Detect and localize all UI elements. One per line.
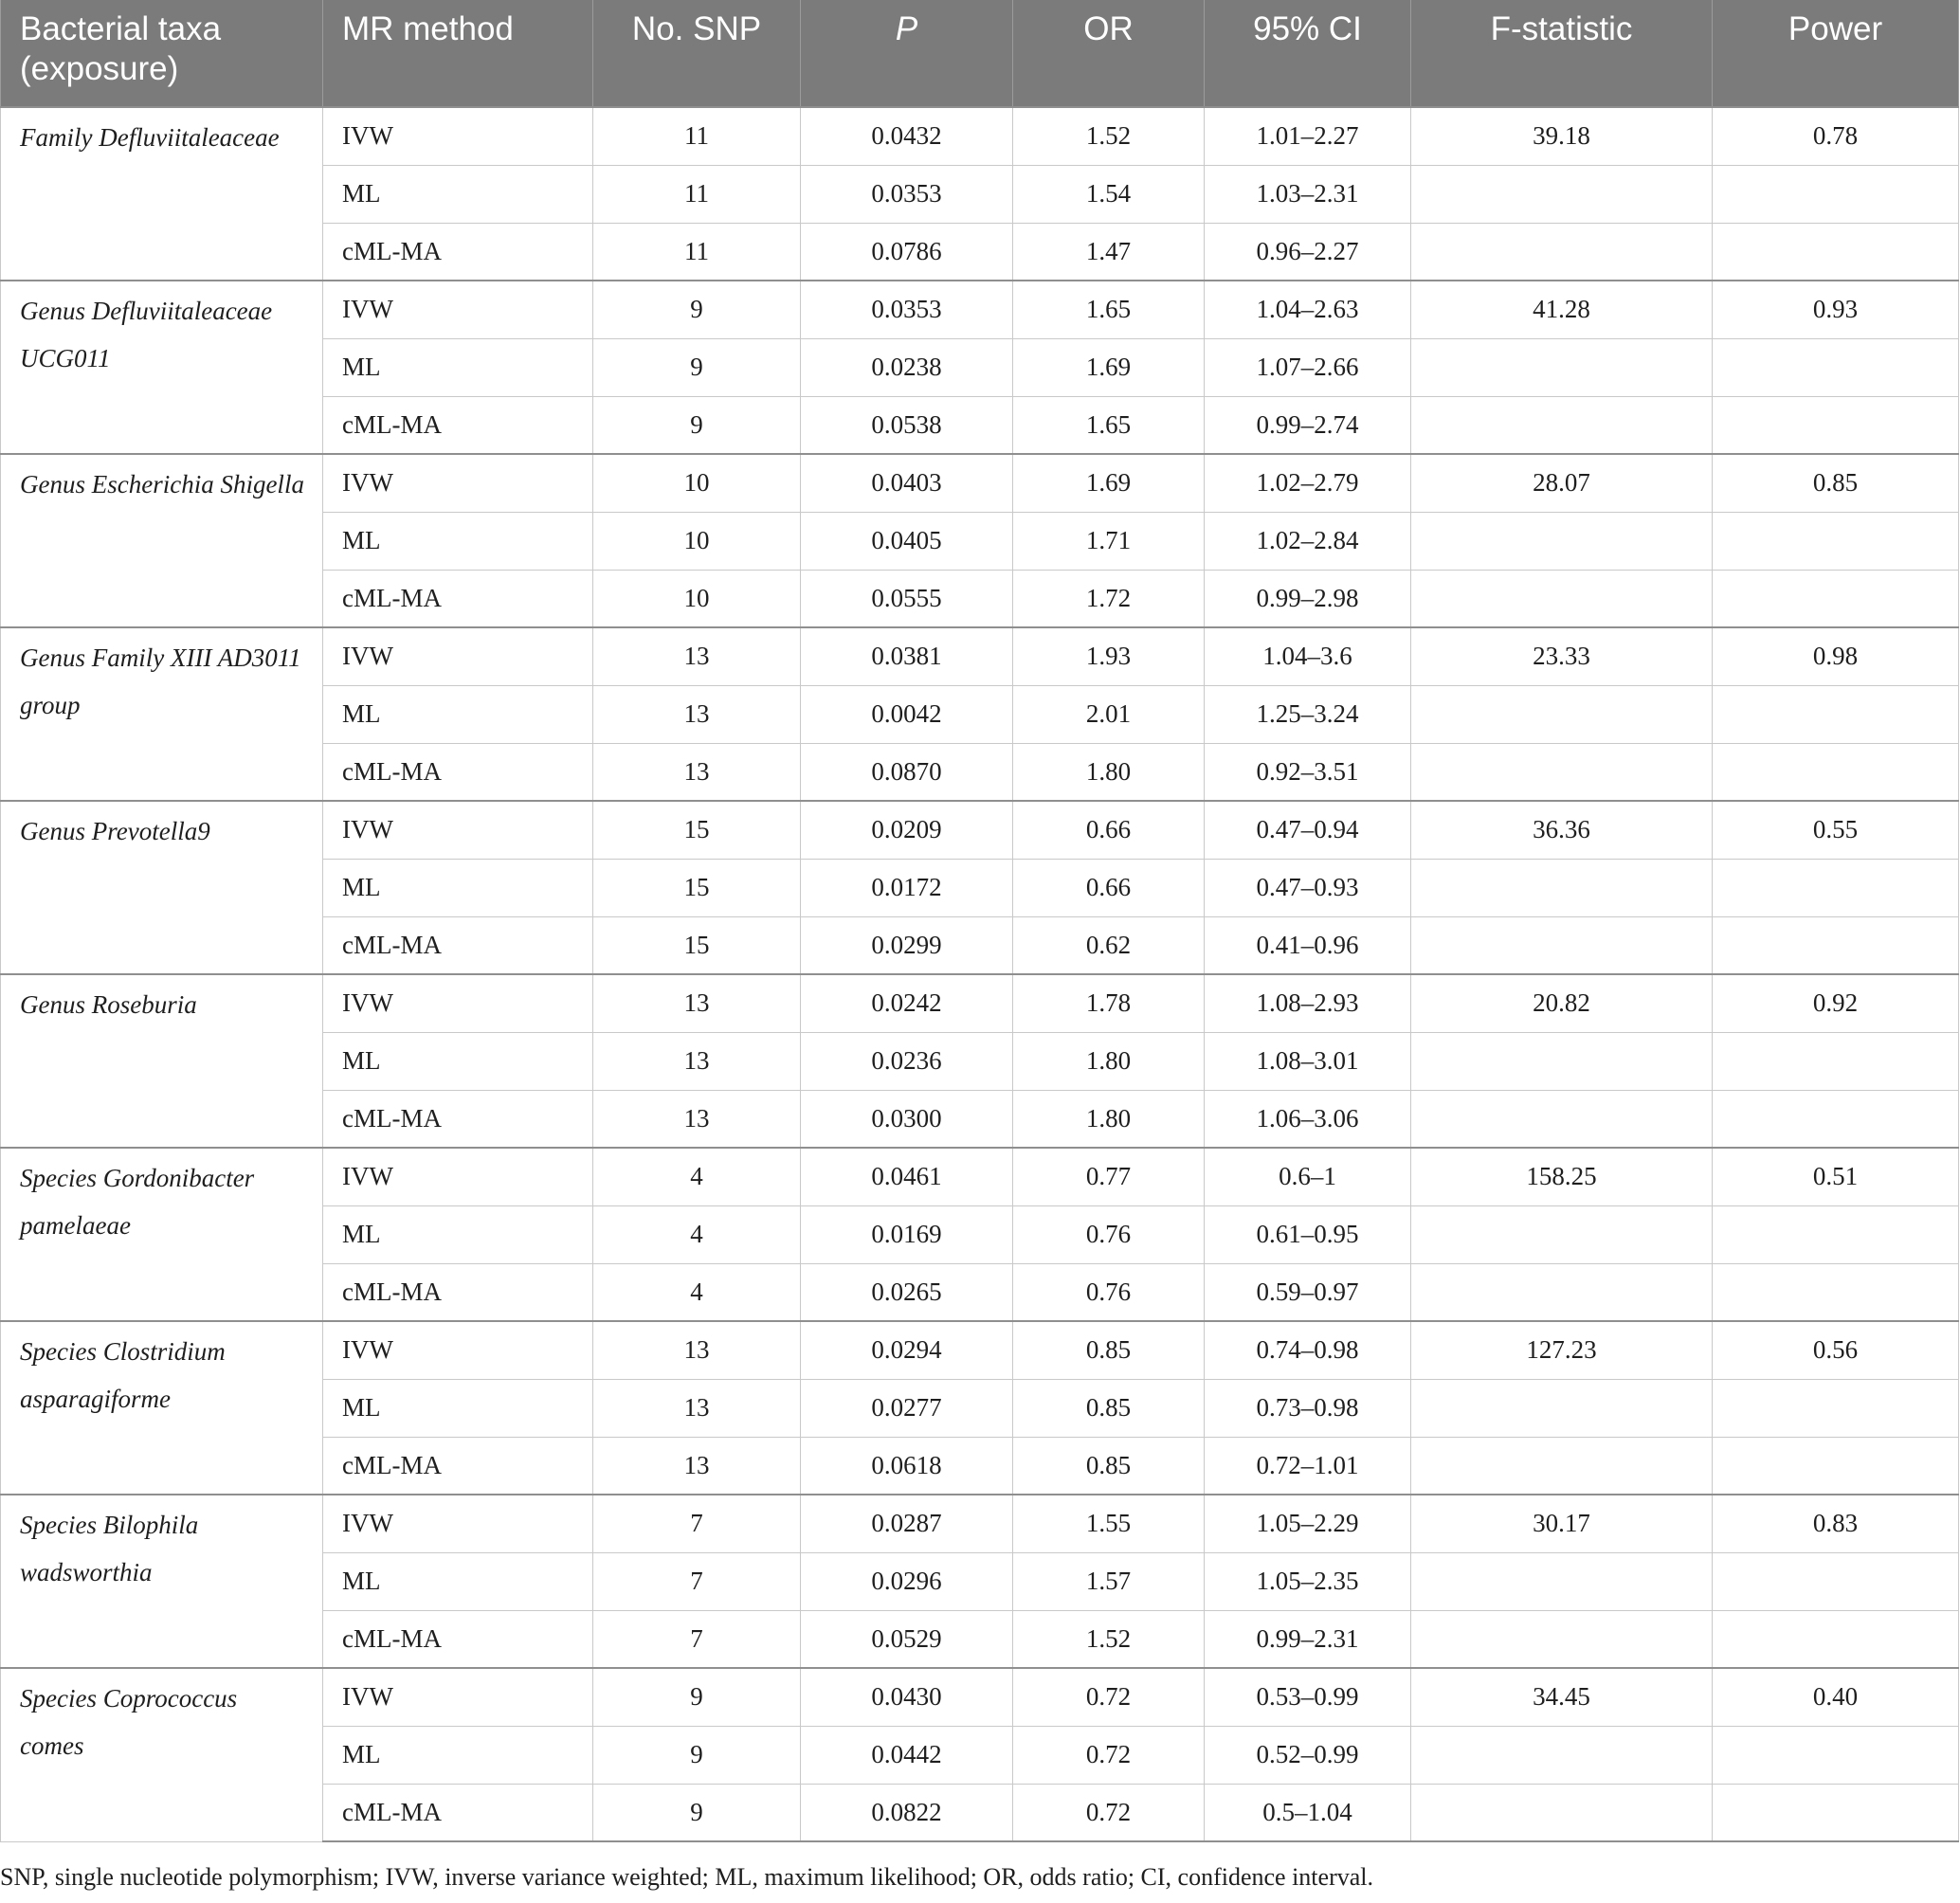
method-cell: IVW: [323, 801, 593, 859]
snp-cell: 9: [593, 1668, 801, 1726]
ci-cell: 0.5–1.04: [1205, 1784, 1411, 1841]
or-cell: 0.76: [1013, 1263, 1205, 1321]
ci-cell: 1.06–3.06: [1205, 1090, 1411, 1148]
or-cell: 0.72: [1013, 1668, 1205, 1726]
power-cell: [1713, 165, 1959, 223]
p-value-cell: 0.0442: [801, 1726, 1013, 1784]
snp-cell: 15: [593, 916, 801, 974]
snp-cell: 4: [593, 1148, 801, 1205]
f-statistic-cell: 23.33: [1411, 627, 1713, 685]
f-statistic-cell: 127.23: [1411, 1321, 1713, 1379]
taxa-cell: Species Bilophila wadsworthia: [1, 1495, 323, 1668]
header-bacterial-taxa: Bacterial taxa (exposure): [1, 0, 323, 107]
snp-cell: 10: [593, 512, 801, 570]
ci-cell: 1.02–2.84: [1205, 512, 1411, 570]
method-cell: cML-MA: [323, 570, 593, 627]
snp-cell: 13: [593, 1321, 801, 1379]
method-cell: ML: [323, 1552, 593, 1610]
ci-cell: 0.52–0.99: [1205, 1726, 1411, 1784]
power-cell: 0.93: [1713, 281, 1959, 338]
method-cell: cML-MA: [323, 1784, 593, 1841]
or-cell: 1.57: [1013, 1552, 1205, 1610]
or-cell: 0.76: [1013, 1205, 1205, 1263]
header-row: [1, 0, 1959, 107]
ci-cell: 1.08–3.01: [1205, 1032, 1411, 1090]
method-cell: ML: [323, 1726, 593, 1784]
or-cell: 0.62: [1013, 916, 1205, 974]
ci-cell: 0.41–0.96: [1205, 916, 1411, 974]
method-cell: ML: [323, 1205, 593, 1263]
method-cell: IVW: [323, 1668, 593, 1726]
ci-cell: 1.02–2.79: [1205, 454, 1411, 512]
method-cell: cML-MA: [323, 1090, 593, 1148]
ci-cell: 1.03–2.31: [1205, 165, 1411, 223]
or-cell: 1.72: [1013, 570, 1205, 627]
power-cell: [1713, 1379, 1959, 1437]
snp-cell: 9: [593, 396, 801, 454]
p-value-cell: 0.0461: [801, 1148, 1013, 1205]
f-statistic-cell: [1411, 685, 1713, 743]
power-cell: 0.51: [1713, 1148, 1959, 1205]
table-footnote: SNP, single nucleotide polymorphism; IVW, inverse variance weighted; ML, maximum likelihood; OR, odds ratio; CI, confidence interval.: [0, 1863, 1373, 1891]
taxa-cell: Species Gordonibacter pamelaeae: [1, 1148, 323, 1321]
p-value-cell: 0.0555: [801, 570, 1013, 627]
p-value-cell: 0.0242: [801, 974, 1013, 1032]
f-statistic-cell: [1411, 1610, 1713, 1668]
f-statistic-cell: [1411, 1263, 1713, 1321]
p-value-cell: 0.0209: [801, 801, 1013, 859]
ci-cell: 0.72–1.01: [1205, 1437, 1411, 1495]
or-cell: 1.52: [1013, 1610, 1205, 1668]
power-cell: [1713, 1784, 1959, 1841]
method-cell: cML-MA: [323, 1610, 593, 1668]
table-row: [1, 1321, 1959, 1379]
or-cell: 1.47: [1013, 223, 1205, 281]
p-value-cell: 0.0381: [801, 627, 1013, 685]
ci-cell: 1.04–3.6: [1205, 627, 1411, 685]
f-statistic-cell: [1411, 1205, 1713, 1263]
or-cell: 1.80: [1013, 1032, 1205, 1090]
snp-cell: 11: [593, 165, 801, 223]
f-statistic-cell: [1411, 223, 1713, 281]
method-cell: ML: [323, 1032, 593, 1090]
power-cell: [1713, 1610, 1959, 1668]
table-row: [1, 801, 1959, 859]
header-mr-method: MR method: [323, 0, 593, 107]
or-cell: 1.52: [1013, 107, 1205, 165]
snp-cell: 4: [593, 1205, 801, 1263]
method-cell: cML-MA: [323, 743, 593, 801]
taxa-cell: Genus Family XIII AD3011 group: [1, 627, 323, 801]
or-cell: 1.80: [1013, 743, 1205, 801]
p-value-cell: 0.0296: [801, 1552, 1013, 1610]
or-cell: 0.85: [1013, 1379, 1205, 1437]
method-cell: cML-MA: [323, 1437, 593, 1495]
snp-cell: 7: [593, 1610, 801, 1668]
p-value-cell: 0.0403: [801, 454, 1013, 512]
taxa-cell: Family Defluviitaleaceae: [1, 107, 323, 281]
or-cell: 0.66: [1013, 801, 1205, 859]
or-cell: 1.65: [1013, 281, 1205, 338]
method-cell: cML-MA: [323, 223, 593, 281]
method-cell: ML: [323, 859, 593, 916]
taxa-cell: Species Clostridium asparagiforme: [1, 1321, 323, 1495]
table-row: [1, 974, 1959, 1032]
ci-cell: 0.73–0.98: [1205, 1379, 1411, 1437]
f-statistic-cell: 41.28: [1411, 281, 1713, 338]
p-value-cell: 0.0822: [801, 1784, 1013, 1841]
f-statistic-cell: [1411, 1784, 1713, 1841]
p-value-cell: 0.0353: [801, 281, 1013, 338]
method-cell: IVW: [323, 107, 593, 165]
ci-cell: 0.92–3.51: [1205, 743, 1411, 801]
method-cell: cML-MA: [323, 916, 593, 974]
or-cell: 1.69: [1013, 338, 1205, 396]
ci-cell: 1.05–2.29: [1205, 1495, 1411, 1552]
p-value-cell: 0.0294: [801, 1321, 1013, 1379]
p-value-cell: 0.0529: [801, 1610, 1013, 1668]
f-statistic-cell: [1411, 1437, 1713, 1495]
f-statistic-cell: 20.82: [1411, 974, 1713, 1032]
p-value-cell: 0.0287: [801, 1495, 1013, 1552]
method-cell: IVW: [323, 627, 593, 685]
power-cell: [1713, 512, 1959, 570]
or-cell: 0.72: [1013, 1784, 1205, 1841]
method-cell: ML: [323, 1379, 593, 1437]
power-cell: [1713, 1552, 1959, 1610]
ci-cell: 1.25–3.24: [1205, 685, 1411, 743]
snp-cell: 10: [593, 454, 801, 512]
p-value-cell: 0.0169: [801, 1205, 1013, 1263]
power-cell: 0.40: [1713, 1668, 1959, 1726]
table-row: [1, 281, 1959, 338]
header-ci: 95% CI: [1205, 0, 1411, 107]
snp-cell: 4: [593, 1263, 801, 1321]
power-cell: 0.83: [1713, 1495, 1959, 1552]
power-cell: [1713, 1032, 1959, 1090]
method-cell: IVW: [323, 1148, 593, 1205]
method-cell: IVW: [323, 1495, 593, 1552]
method-cell: ML: [323, 685, 593, 743]
or-cell: 1.54: [1013, 165, 1205, 223]
f-statistic-cell: 28.07: [1411, 454, 1713, 512]
or-cell: 1.80: [1013, 1090, 1205, 1148]
ci-cell: 0.59–0.97: [1205, 1263, 1411, 1321]
snp-cell: 13: [593, 1032, 801, 1090]
ci-cell: 1.05–2.35: [1205, 1552, 1411, 1610]
snp-cell: 15: [593, 859, 801, 916]
f-statistic-cell: [1411, 165, 1713, 223]
p-value-cell: 0.0618: [801, 1437, 1013, 1495]
f-statistic-cell: [1411, 570, 1713, 627]
f-statistic-cell: [1411, 1090, 1713, 1148]
or-cell: 0.72: [1013, 1726, 1205, 1784]
method-cell: IVW: [323, 974, 593, 1032]
ci-cell: 0.96–2.27: [1205, 223, 1411, 281]
table-row: [1, 627, 1959, 685]
snp-cell: 11: [593, 107, 801, 165]
or-cell: 0.85: [1013, 1437, 1205, 1495]
f-statistic-cell: [1411, 512, 1713, 570]
snp-cell: 10: [593, 570, 801, 627]
taxa-cell: Species Coprococcus comes: [1, 1668, 323, 1841]
power-cell: [1713, 1205, 1959, 1263]
f-statistic-cell: [1411, 859, 1713, 916]
table-row: [1, 1148, 1959, 1205]
ci-cell: 0.6–1: [1205, 1148, 1411, 1205]
f-statistic-cell: 158.25: [1411, 1148, 1713, 1205]
table-row: [1, 107, 1959, 165]
p-value-cell: 0.0172: [801, 859, 1013, 916]
power-cell: 0.98: [1713, 627, 1959, 685]
p-value-cell: 0.0238: [801, 338, 1013, 396]
snp-cell: 7: [593, 1495, 801, 1552]
or-cell: 0.66: [1013, 859, 1205, 916]
or-cell: 1.55: [1013, 1495, 1205, 1552]
f-statistic-cell: [1411, 743, 1713, 801]
ci-cell: 0.61–0.95: [1205, 1205, 1411, 1263]
f-statistic-cell: 30.17: [1411, 1495, 1713, 1552]
method-cell: cML-MA: [323, 1263, 593, 1321]
f-statistic-cell: [1411, 1032, 1713, 1090]
method-cell: ML: [323, 338, 593, 396]
f-statistic-cell: 34.45: [1411, 1668, 1713, 1726]
ci-cell: 0.99–2.98: [1205, 570, 1411, 627]
snp-cell: 13: [593, 1379, 801, 1437]
ci-cell: 0.47–0.94: [1205, 801, 1411, 859]
table-body: [1, 107, 1959, 1841]
snp-cell: 9: [593, 338, 801, 396]
ci-cell: 0.47–0.93: [1205, 859, 1411, 916]
snp-cell: 13: [593, 743, 801, 801]
power-cell: [1713, 685, 1959, 743]
or-cell: 1.69: [1013, 454, 1205, 512]
header-power: Power: [1713, 0, 1959, 107]
or-cell: 1.93: [1013, 627, 1205, 685]
ci-cell: 1.08–2.93: [1205, 974, 1411, 1032]
p-value-cell: 0.0786: [801, 223, 1013, 281]
or-cell: 1.71: [1013, 512, 1205, 570]
f-statistic-cell: 36.36: [1411, 801, 1713, 859]
header-or: OR: [1013, 0, 1205, 107]
power-cell: [1713, 859, 1959, 916]
p-value-cell: 0.0432: [801, 107, 1013, 165]
taxa-cell: Genus Defluviitaleaceae UCG011: [1, 281, 323, 454]
power-cell: [1713, 1726, 1959, 1784]
table-row: [1, 1668, 1959, 1726]
or-cell: 0.77: [1013, 1148, 1205, 1205]
or-cell: 2.01: [1013, 685, 1205, 743]
f-statistic-cell: [1411, 396, 1713, 454]
p-value-cell: 0.0299: [801, 916, 1013, 974]
power-cell: 0.85: [1713, 454, 1959, 512]
p-value-cell: 0.0042: [801, 685, 1013, 743]
p-value-cell: 0.0870: [801, 743, 1013, 801]
method-cell: ML: [323, 512, 593, 570]
ci-cell: 1.07–2.66: [1205, 338, 1411, 396]
p-value-cell: 0.0405: [801, 512, 1013, 570]
power-cell: [1713, 1263, 1959, 1321]
p-value-cell: 0.0430: [801, 1668, 1013, 1726]
ci-cell: 0.53–0.99: [1205, 1668, 1411, 1726]
power-cell: 0.92: [1713, 974, 1959, 1032]
snp-cell: 13: [593, 685, 801, 743]
p-value-cell: 0.0538: [801, 396, 1013, 454]
or-cell: 0.85: [1013, 1321, 1205, 1379]
table-row: [1, 1495, 1959, 1552]
header-f-statistic: F-statistic: [1411, 0, 1713, 107]
taxa-cell: Genus Prevotella9: [1, 801, 323, 974]
p-value-cell: 0.0353: [801, 165, 1013, 223]
f-statistic-cell: [1411, 1726, 1713, 1784]
taxa-cell: Genus Roseburia: [1, 974, 323, 1148]
ci-cell: 1.01–2.27: [1205, 107, 1411, 165]
snp-cell: 11: [593, 223, 801, 281]
method-cell: IVW: [323, 454, 593, 512]
p-value-cell: 0.0300: [801, 1090, 1013, 1148]
or-cell: 1.78: [1013, 974, 1205, 1032]
power-cell: [1713, 1090, 1959, 1148]
method-cell: IVW: [323, 1321, 593, 1379]
method-cell: ML: [323, 165, 593, 223]
method-cell: cML-MA: [323, 396, 593, 454]
power-cell: 0.78: [1713, 107, 1959, 165]
snp-cell: 15: [593, 801, 801, 859]
snp-cell: 9: [593, 1784, 801, 1841]
f-statistic-cell: [1411, 1379, 1713, 1437]
f-statistic-cell: [1411, 338, 1713, 396]
snp-cell: 13: [593, 1437, 801, 1495]
power-cell: 0.55: [1713, 801, 1959, 859]
ci-cell: 1.04–2.63: [1205, 281, 1411, 338]
snp-cell: 13: [593, 627, 801, 685]
p-value-cell: 0.0277: [801, 1379, 1013, 1437]
snp-cell: 13: [593, 1090, 801, 1148]
snp-cell: 9: [593, 1726, 801, 1784]
taxa-cell: Genus Escherichia Shigella: [1, 454, 323, 627]
or-cell: 1.65: [1013, 396, 1205, 454]
f-statistic-cell: [1411, 916, 1713, 974]
power-cell: [1713, 396, 1959, 454]
ci-cell: 0.99–2.31: [1205, 1610, 1411, 1668]
power-cell: [1713, 570, 1959, 627]
f-statistic-cell: [1411, 1552, 1713, 1610]
power-cell: [1713, 743, 1959, 801]
power-cell: [1713, 916, 1959, 974]
power-cell: [1713, 1437, 1959, 1495]
p-value-cell: 0.0265: [801, 1263, 1013, 1321]
power-cell: [1713, 223, 1959, 281]
snp-cell: 13: [593, 974, 801, 1032]
ci-cell: 0.99–2.74: [1205, 396, 1411, 454]
method-cell: IVW: [323, 281, 593, 338]
ci-cell: 0.74–0.98: [1205, 1321, 1411, 1379]
power-cell: [1713, 338, 1959, 396]
f-statistic-cell: 39.18: [1411, 107, 1713, 165]
header-p-value: P: [801, 0, 1013, 107]
snp-cell: 7: [593, 1552, 801, 1610]
snp-cell: 9: [593, 281, 801, 338]
p-value-cell: 0.0236: [801, 1032, 1013, 1090]
power-cell: 0.56: [1713, 1321, 1959, 1379]
table-row: [1, 454, 1959, 512]
header-no-snp: No. SNP: [593, 0, 801, 107]
